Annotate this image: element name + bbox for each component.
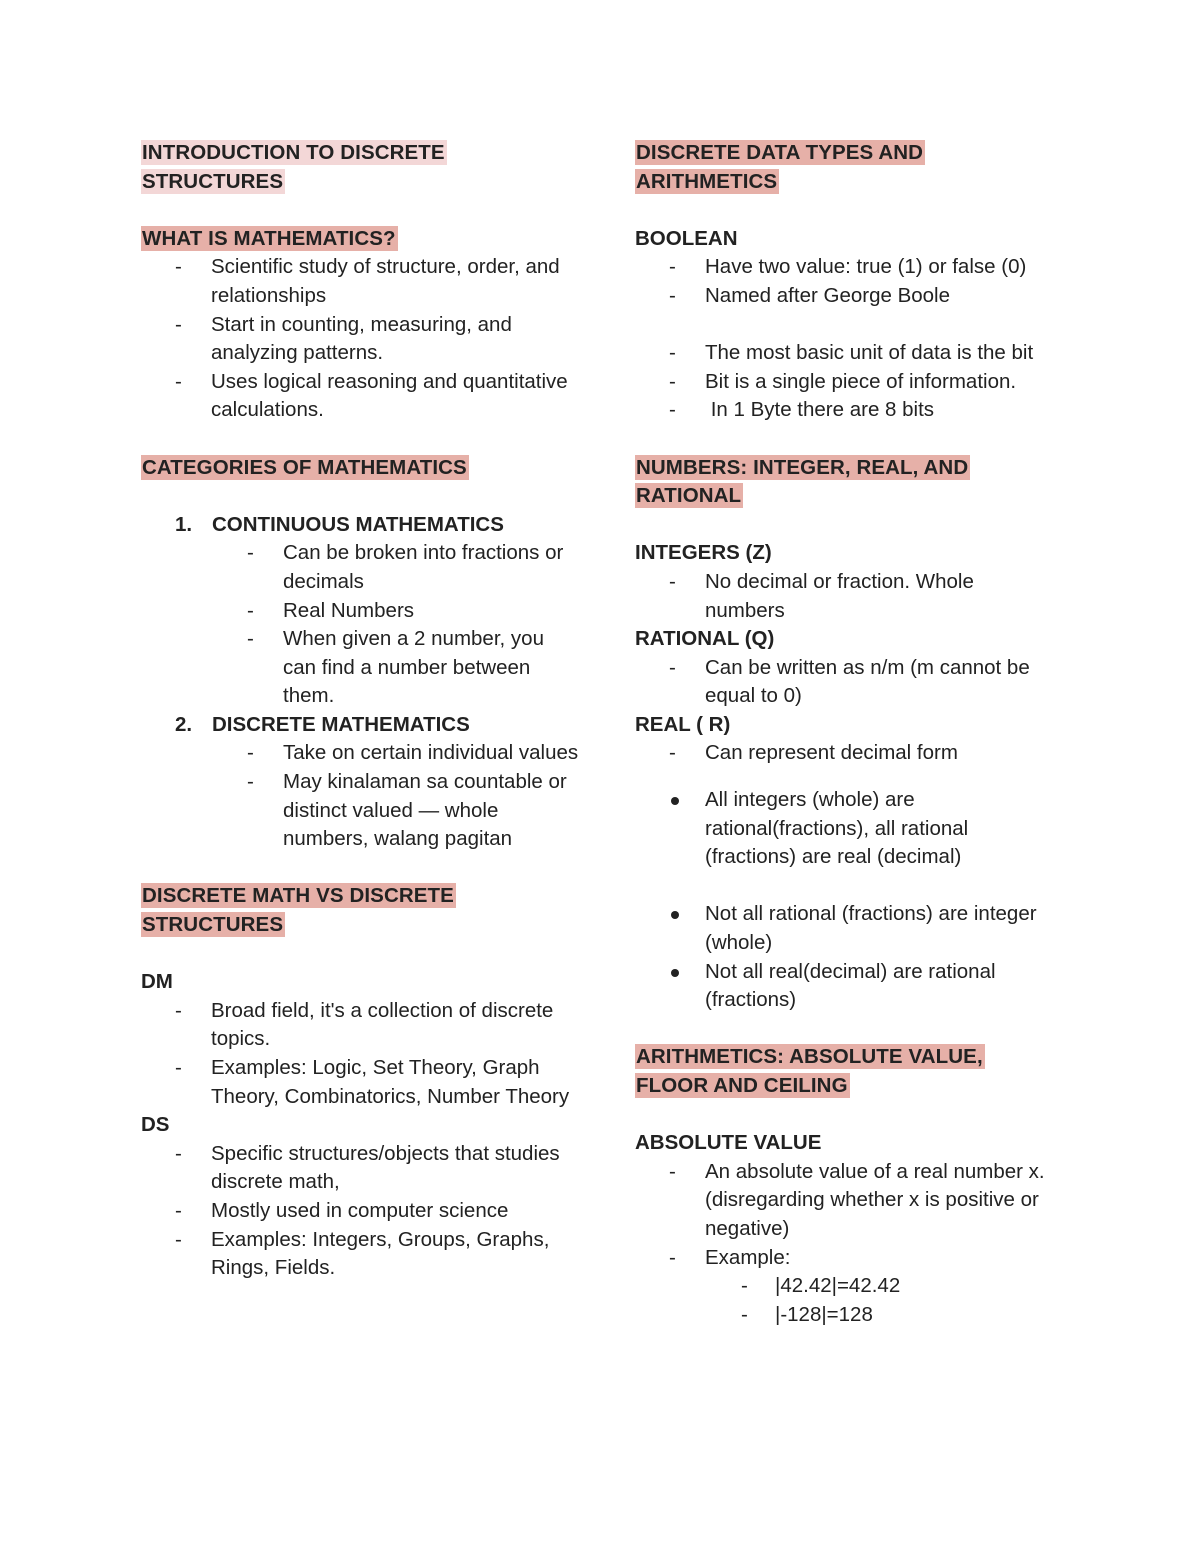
bullet-list	[635, 739, 1075, 768]
dash-marker: -	[669, 569, 676, 593]
list-item: - Examples: Integers, Groups, Graphs, Rings, Fields.	[175, 1227, 550, 1280]
real-label: REAL ( R)	[635, 712, 731, 736]
doc-title-left	[141, 139, 461, 196]
dash-marker: -	[247, 741, 254, 765]
left-column	[141, 139, 581, 1283]
section-heading: CATEGORIES OF MATHEMATICS	[142, 455, 467, 479]
list-item: - Bit is a single piece of information.	[635, 368, 1075, 397]
list-item: - Can be written as n/m (m cannot be equal to 0)	[669, 655, 1030, 708]
dash-marker: -	[669, 741, 676, 765]
bullet-list	[635, 654, 1075, 711]
bullet-list	[141, 253, 581, 425]
list-item: - Can be broken into fractions or decimals	[247, 541, 564, 593]
section-dm-vs-ds	[141, 882, 581, 1282]
dm-label: DM	[141, 970, 173, 994]
list-item: - Take on certain individual values	[212, 739, 581, 768]
list-item: - Start in counting, measuring, and analyzing patterns.	[175, 312, 512, 365]
dash-marker: -	[669, 1159, 676, 1183]
list-item: - In 1 Byte there are 8 bits	[635, 396, 1075, 425]
list-item: - Real Numbers	[212, 597, 581, 626]
item-label: CONTINUOUS MATHEMATICS	[212, 512, 504, 536]
dash-marker: -	[247, 541, 254, 565]
section-numbers	[635, 454, 1075, 1015]
list-item: Not all rational (fractions) are integer (whole)	[635, 900, 1075, 957]
list-item: - Specific structures/objects that studies discrete math,	[175, 1141, 560, 1194]
sub-list	[212, 539, 581, 711]
section-heading: DISCRETE MATH VS DISCRETE STRUCTURES	[142, 884, 454, 937]
dash-marker: -	[741, 1302, 748, 1326]
dash-marker: -	[175, 998, 182, 1022]
bullet-list	[635, 1158, 1075, 1272]
doc-title-left-text: INTRODUCTION TO DISCRETE STRUCTURES	[142, 141, 445, 193]
list-item: - No decimal or fraction. Whole numbers	[669, 569, 974, 622]
dot-list	[635, 786, 1075, 872]
section-categories	[141, 454, 581, 854]
list-item: - When given a 2 number, you can find a number between them.	[247, 627, 544, 708]
section-heading: ARITHMETICS: ABSOLUTE VALUE, FLOOR AND CEILING	[636, 1045, 983, 1097]
bullet-list	[141, 1140, 581, 1283]
dash-marker: -	[175, 369, 182, 393]
list-item: - Named after George Boole	[635, 282, 1075, 311]
dash-marker: -	[175, 1198, 182, 1222]
sub-list	[212, 739, 581, 853]
list-item: - Scientific study of structure, order, and relationships	[175, 255, 560, 307]
dash-marker: -	[175, 255, 182, 279]
dash-marker: -	[669, 398, 676, 422]
dash-marker: -	[247, 770, 254, 794]
rational-label: RATIONAL (Q)	[635, 627, 775, 651]
dash-marker: -	[669, 655, 676, 679]
bullet-list	[141, 997, 581, 1111]
item-number: 2.	[175, 712, 193, 736]
dot-list	[635, 900, 1075, 1014]
section-heading: WHAT IS MATHEMATICS?	[142, 226, 396, 250]
bullet-list	[635, 253, 1075, 310]
item-number: 1.	[175, 512, 193, 536]
list-item: All integers (whole) are rational(fractions), all rational (fractions) are real (decimal)	[635, 786, 1075, 872]
dash-marker: -	[247, 598, 254, 622]
bullet-list	[635, 568, 1075, 625]
list-item: - Can represent decimal form	[635, 739, 1075, 768]
list-item: - |-128|=128	[635, 1301, 1075, 1330]
example-list	[635, 1272, 1075, 1329]
section-arithmetics	[635, 1043, 1075, 1329]
list-item: Not all real(decimal) are rational (fractions)	[635, 958, 1075, 1015]
section-boolean	[635, 225, 1075, 425]
dash-marker: -	[175, 1227, 182, 1251]
list-item: - May kinalaman sa countable or distinct valued — whole numbers, walang pagitan	[247, 770, 567, 851]
right-column	[635, 139, 1075, 1329]
dash-marker: -	[669, 369, 676, 393]
numbered-item	[141, 511, 581, 711]
numbered-list	[141, 511, 581, 854]
bullet-list	[635, 339, 1075, 425]
list-item: - Example:	[635, 1244, 1075, 1273]
list-item: - Mostly used in computer science	[141, 1197, 581, 1226]
list-item: - The most basic unit of data is the bit	[635, 339, 1075, 368]
list-item: - Examples: Logic, Set Theory, Graph Theory, Combinatorics, Number Theory	[175, 1056, 570, 1108]
bullet-dot-icon	[671, 797, 679, 805]
absolute-value-label: ABSOLUTE VALUE	[635, 1131, 822, 1155]
dash-marker: -	[175, 312, 182, 336]
dash-marker: -	[669, 255, 676, 279]
list-item: - |42.42|=42.42	[635, 1272, 1075, 1301]
numbered-item	[141, 711, 581, 854]
list-item: - An absolute value of a real number x. (disregarding whether x is positive or negative)	[669, 1159, 1045, 1240]
dash-marker: -	[175, 1141, 182, 1165]
section-heading: NUMBERS: INTEGER, REAL, AND RATIONAL	[636, 455, 969, 508]
item-label: DISCRETE MATHEMATICS	[212, 712, 470, 736]
list-item: - Broad field, it's a collection of discrete topics.	[175, 998, 554, 1051]
section-what-is-math	[141, 225, 581, 425]
dash-marker: -	[741, 1274, 748, 1298]
ds-label: DS	[141, 1113, 170, 1137]
list-item: - Have two value: true (1) or false (0)	[635, 253, 1075, 282]
integers-label: INTEGERS (Z)	[635, 541, 772, 565]
bullet-dot-icon	[671, 969, 679, 977]
boolean-label: BOOLEAN	[635, 226, 738, 250]
dash-marker: -	[669, 341, 676, 365]
dash-marker: -	[669, 1245, 676, 1269]
dash-marker: -	[175, 1056, 182, 1079]
dash-marker: -	[247, 627, 254, 651]
dash-marker: -	[669, 283, 676, 307]
bullet-dot-icon	[671, 911, 679, 919]
list-item: - Uses logical reasoning and quantitative calculations.	[175, 369, 568, 422]
doc-title-right-text: DISCRETE DATA TYPES AND ARITHMETICS	[636, 141, 924, 193]
doc-title-right	[635, 139, 955, 196]
